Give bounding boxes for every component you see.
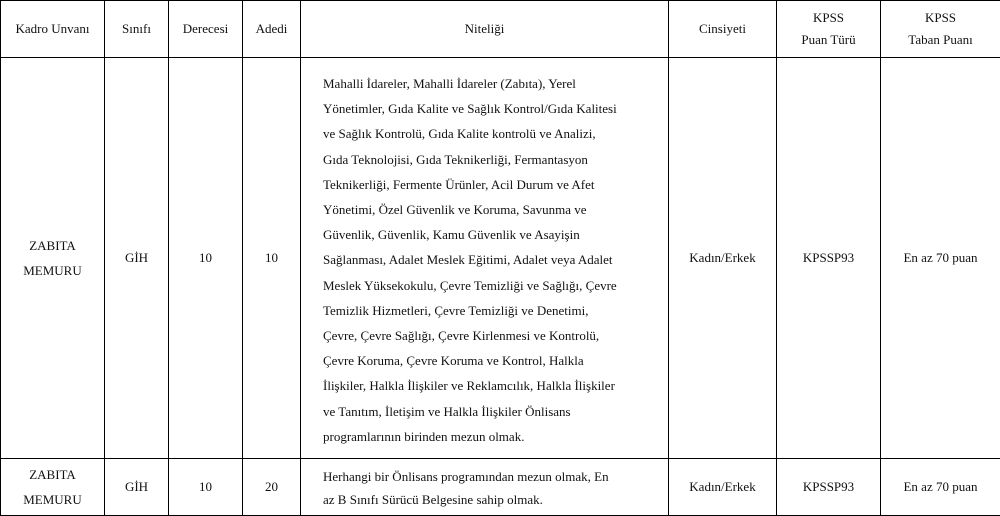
header-kpss-puan-turu-line2: Puan Türü [777, 29, 880, 51]
cell-kpss-taban-puani: En az 70 puan [881, 459, 1000, 516]
table-row [1, 459, 1000, 516]
cell-adedi: 10 [243, 58, 301, 459]
header-niteligi: Niteliği [301, 1, 669, 58]
cell-derecesi: 10 [169, 459, 243, 516]
cell-kpss-puan-turu: KPSSP93 [777, 459, 881, 516]
kadro-unvani-line2: MEMURU [1, 258, 104, 283]
cell-cinsiyeti: Kadın/Erkek [669, 58, 777, 459]
header-kpss-taban-puani-line2: Taban Puanı [881, 29, 1000, 51]
cell-cinsiyeti: Kadın/Erkek [669, 459, 777, 516]
header-row [1, 1, 1000, 58]
cell-kadro-unvani [1, 459, 105, 516]
header-kpss-puan-turu [777, 1, 881, 58]
cell-sinifi: GİH [105, 58, 169, 459]
cell-niteligi: Mahalli İdareler, Mahalli İdareler (Zabıta), Yerel Yönetimler, Gıda Kalite ve Sağlık Kontrol/Gıda Kalitesi ve Sağlık Kontrolü, Gıda Kalite kontrolü ve Analizi, Gıda Teknolojisi, Gıda Teknikerliği, Fermantasyon Teknikerliği, Fermente Ürünler, Acil Durum ve Afet Yönetimi, Özel Güvenlik ve Koruma, Savunma ve Güvenlik, Güvenlik, Kamu Güvenlik ve Asayişin Sağlanması, Adalet Meslek Eğitimi, Adalet veya Adalet Meslek Yüksekokulu, Çevre Temizliği ve Sağlığı, Çevre Temizlik Hizmetleri, Çevre Temizliği ve Denetimi, Çevre, Çevre Sağlığı, Çevre Kirlenmesi ve Kontrolü, Çevre Koruma, Çevre Koruma ve Kontrol, Halkla İlişkiler, Halkla İlişkiler ve Reklamcılık, Halkla İlişkiler ve Tanıtım, İletişim ve Halkla İlişkiler Önlisans programlarının birinden mezun olmak. [301, 58, 669, 459]
header-kpss-taban-puani [881, 1, 1000, 58]
table-row [1, 58, 1000, 459]
header-sinifi: Sınıfı [105, 1, 169, 58]
header-kpss-taban-puani-line1: KPSS [881, 7, 1000, 29]
header-kadro-unvani: Kadro Unvanı [1, 1, 105, 58]
header-adedi: Adedi [243, 1, 301, 58]
cell-kpss-puan-turu: KPSSP93 [777, 58, 881, 459]
cell-niteligi: Herhangi bir Önlisans programından mezun olmak, En az B Sınıfı Sürücü Belgesine sahip olmak. [301, 459, 669, 516]
header-derecesi: Derecesi [169, 1, 243, 58]
cell-sinifi: GİH [105, 459, 169, 516]
cell-derecesi: 10 [169, 58, 243, 459]
kadro-unvani-line2: MEMURU [1, 487, 104, 512]
header-cinsiyeti: Cinsiyeti [669, 1, 777, 58]
cell-kpss-taban-puani: En az 70 puan [881, 58, 1000, 459]
cell-kadro-unvani [1, 58, 105, 459]
kadro-unvani-line1: ZABITA [1, 462, 104, 487]
header-kpss-puan-turu-line1: KPSS [777, 7, 880, 29]
kadro-unvani-line1: ZABITA [1, 233, 104, 258]
cell-adedi: 20 [243, 459, 301, 516]
